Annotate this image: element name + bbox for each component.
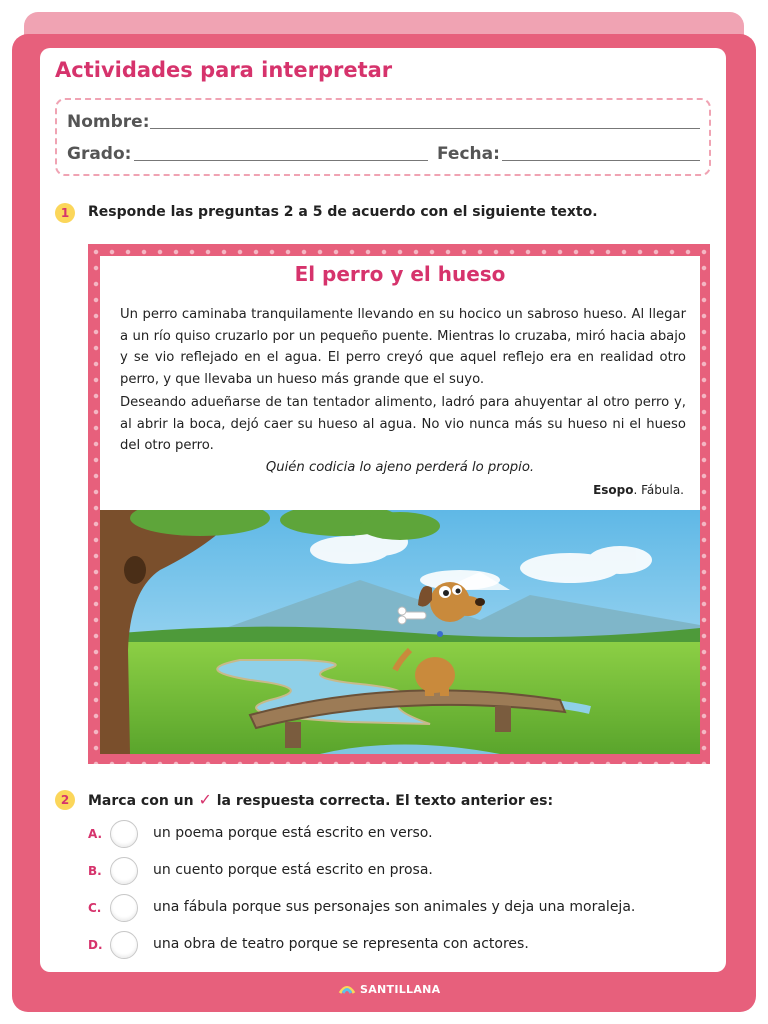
- story-source: [593, 483, 684, 497]
- rainbow-logo-icon: [338, 980, 356, 998]
- option-a-circle[interactable]: [110, 820, 138, 848]
- story-genre: . Fábula.: [633, 483, 684, 497]
- grado-field[interactable]: [134, 160, 428, 161]
- story-moral: Quién codicia lo ajeno perderá lo propio.: [265, 460, 535, 475]
- option-c-letter: C.: [88, 901, 102, 915]
- tree-hollow: [124, 556, 146, 584]
- option-d-text: una obra de teatro porque se representa con actores.: [153, 936, 529, 952]
- student-info-box: [55, 98, 711, 176]
- question-2-badge: 2: [55, 790, 75, 810]
- story-illustration: [100, 510, 700, 754]
- option-b-text: un cuento porque está escrito en prosa.: [153, 862, 433, 878]
- page-title: Actividades para interpretar: [55, 58, 393, 82]
- story-title: El perro y el hueso: [294, 262, 506, 286]
- fecha-field[interactable]: [502, 160, 700, 161]
- option-d-letter: D.: [88, 938, 103, 952]
- option-d-circle[interactable]: [110, 931, 138, 959]
- option-a-letter: A.: [88, 827, 103, 841]
- story-paragraph-1: Un perro caminaba tranquilamente llevando en su hocico un sabroso hueso. Al llegar a un río quiso cruzarlo por un pequeño puente. Mientras lo cruzaba, miró hacia abajo y se vio reflejado en el agua. El perro creyó que aquel reflejo era en realidad otro perro, y que llevaba un hueso más grande que el suyo.: [120, 307, 686, 387]
- story-author: Esopo: [593, 483, 634, 497]
- brand-name: SANTILLANA: [360, 982, 441, 996]
- question-2-text: [88, 790, 553, 809]
- nombre-label: Nombre:: [67, 112, 150, 132]
- grado-label: Grado:: [67, 144, 132, 164]
- question-2-text-after: la respuesta correcta. El texto anterior es:: [211, 793, 554, 809]
- santillana-logo: [338, 977, 441, 1001]
- option-c-circle[interactable]: [110, 894, 138, 922]
- question-1-text: Responde las preguntas 2 a 5 de acuerdo con el siguiente texto.: [88, 204, 598, 220]
- option-c-text: una fábula porque sus personajes son animales y deja una moraleja.: [153, 899, 636, 915]
- option-b-circle[interactable]: [110, 857, 138, 885]
- fecha-label: Fecha:: [437, 144, 500, 164]
- question-1-badge: 1: [55, 203, 75, 223]
- story-paragraph-2: Deseando adueñarse de tan tentador alimento, ladró para ahuyentar al otro perro y, al abrir la boca, dejó caer su hueso al agua. No vio nunca más su hueso ni el hueso del otro perro.: [120, 395, 686, 453]
- option-a-text: un poema porque está escrito en verso.: [153, 825, 433, 841]
- check-mark-icon: ✓: [198, 790, 212, 809]
- option-b-letter: B.: [88, 864, 102, 878]
- nombre-field[interactable]: [150, 128, 700, 129]
- question-2-text-before: Marca con un: [88, 793, 199, 809]
